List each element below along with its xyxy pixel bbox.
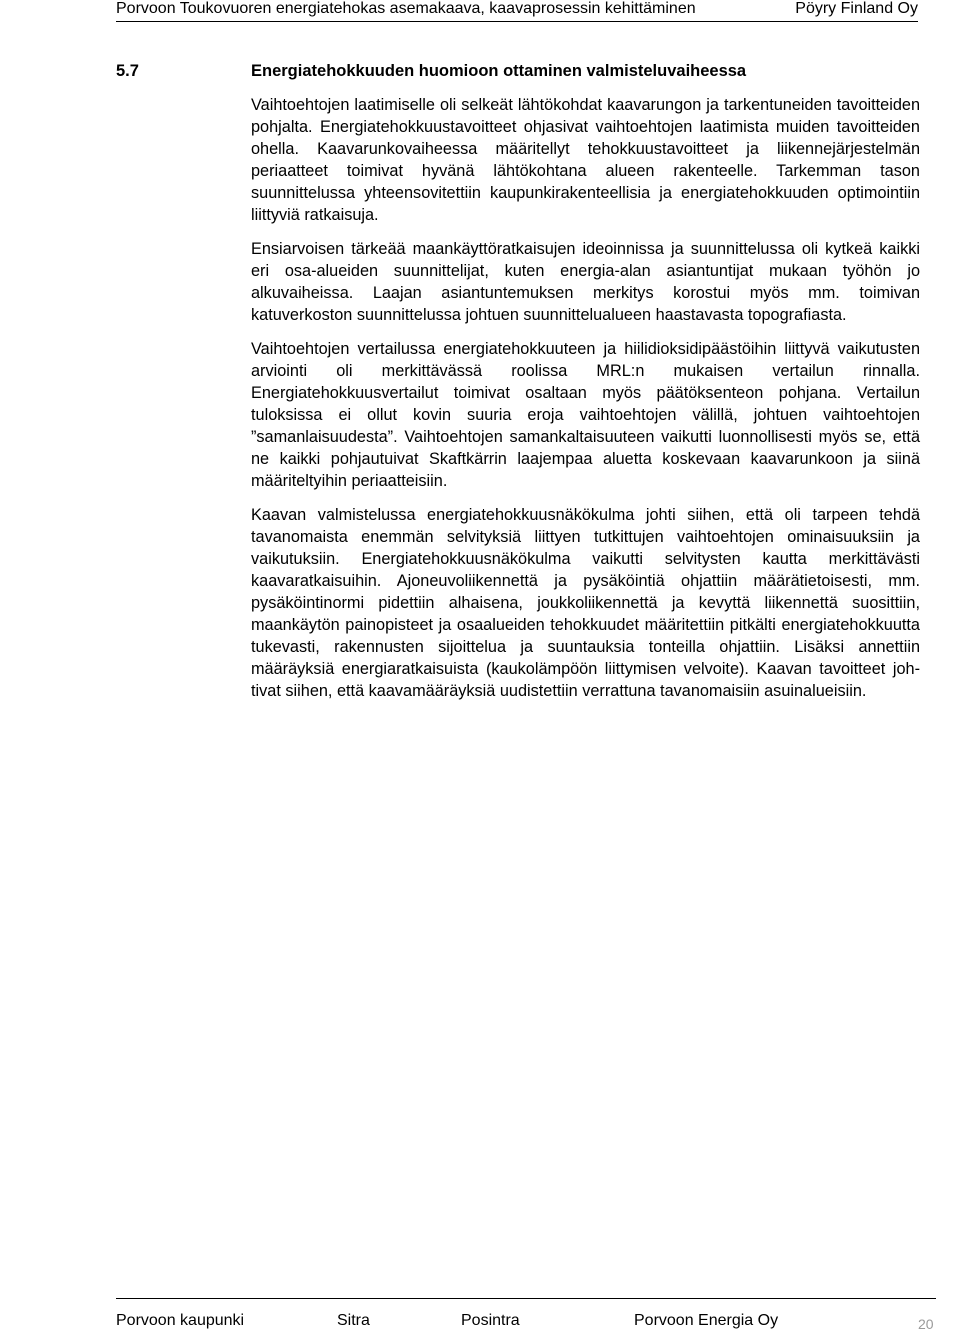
page-header [116,0,918,22]
footer-partner-sitra: Sitra [337,1312,370,1329]
paragraph-2: Ensiarvoisen tärkeää maankäyttöratkaisujen ideoinnissa ja suunnittelussa oli kytkeä kaikki eri osa-alueiden suunnittelijat, kuten energia-alan asiantuntijat mukaan työhön jo alkuvaiheissa. Laajan asiantuntemuksen merkitys korostui myös mm. toimivan katuverkoston suunnittelussa johtuen suunnittelualueen haastavasta topografiasta. [251,240,920,324]
footer-partner-porvoon-kaupunki: Porvoon kaupunki [116,1312,245,1329]
header-company-name: Pöyry Finland Oy [795,0,918,17]
paragraph-3: Vaihtoehtojen vertailussa energiatehokkuuteen ja hiilidioksidipäästöihin liittyvä vaikutusten arviointi oli merkittävässä roolissa MRL:n mukaisen vertailun rinnalla. Energiatehokkuusvertailut toimivat osaltaan myös päätöksenteon pohjana. Vertailun tuloksissa ei ollut kovin suuria eroja vaihtoehtojen välillä, johtuen vaihtoehtojen ”samanlaisuudesta”. Vaihtoehtojen samankaltaisuuteen vaikutti luonnollisesti myös se, että ne kaikki pohjautuivat Skaftkärrin laajempaa aluetta koskevaan kaavarunkoon ja siinä määriteltyihin periaatteisiin. [251,340,920,490]
page-footer [116,1298,936,1335]
paragraph-1: Vaihtoehtojen laatimiselle oli selkeät lähtökohdat kaavarungon ja tarkentuneiden tavoitteiden pohjalta. Energiatehokkuustavoitteet ohjasivat vaihtoehtojen laatimista muiden tavoitteiden ohella. Kaavarunkovaiheessa määritellyt tehokkuustavoitteet ja liikennejärjestelmän periaatteet toimivat hyvänä lähtökohtana alueen rakenteelle. Tarkemman tason suunnittelussa yhteensovitettiin kaupunkirakenteellisia ja energiatehokkuuden optimointiin liittyviä ratkaisuja. [251,96,920,224]
section-number: 5.7 [116,62,139,80]
section-body [251,94,920,714]
page-number: 20 [918,1316,934,1332]
section-title: Energiatehokkuuden huomioon ottaminen valmisteluvaiheessa [251,62,747,80]
header-document-title: Porvoon Toukovuoren energiatehokas asemakaava, kaavaprosessin kehittäminen [116,0,696,17]
paragraph-4: Kaavan valmistelussa energiatehokkuusnäkökulma johti siihen, että oli tarpeen tehdä tavanomaista enemmän selvityksiä liittyen tutkittujen vaihtoehtojen ominaisuuksiin ja vaikutuksiin. Energiatehokkuusnäkökulma vaikutti selvitysten kautta merkittävästi kaavaratkaisuihin. Ajoneuvoliikennettä ja pysäköintiä ohjattiin määrätietoisesti, mm. pysäköintinormi pidettiin alhaisena, joukkoliikennettä ja kevyttä liikennettä suosittiin, maankäytön painopisteet ja osaalueiden tehokkuudet määritettiin pitkälti energiatehokkuutta tukevasti, rakennusten sijoittelua ja suuntauksia tonteilla ohjattiin. Lisäksi annettiin määräyksiä energiaratkaisuista (kaukolämpöön liittymisen velvoite). Kaavan tavoitteet johtivat siihen, että kaavamääräyksiä uudistettiin verrattuna tavanomaisiin asuinalueisiin. [251,506,920,700]
footer-divider [116,1298,936,1299]
header-divider [116,21,918,22]
footer-partner-posintra: Posintra [461,1312,520,1329]
footer-partner-porvoon-energia: Porvoon Energia Oy [634,1312,779,1329]
